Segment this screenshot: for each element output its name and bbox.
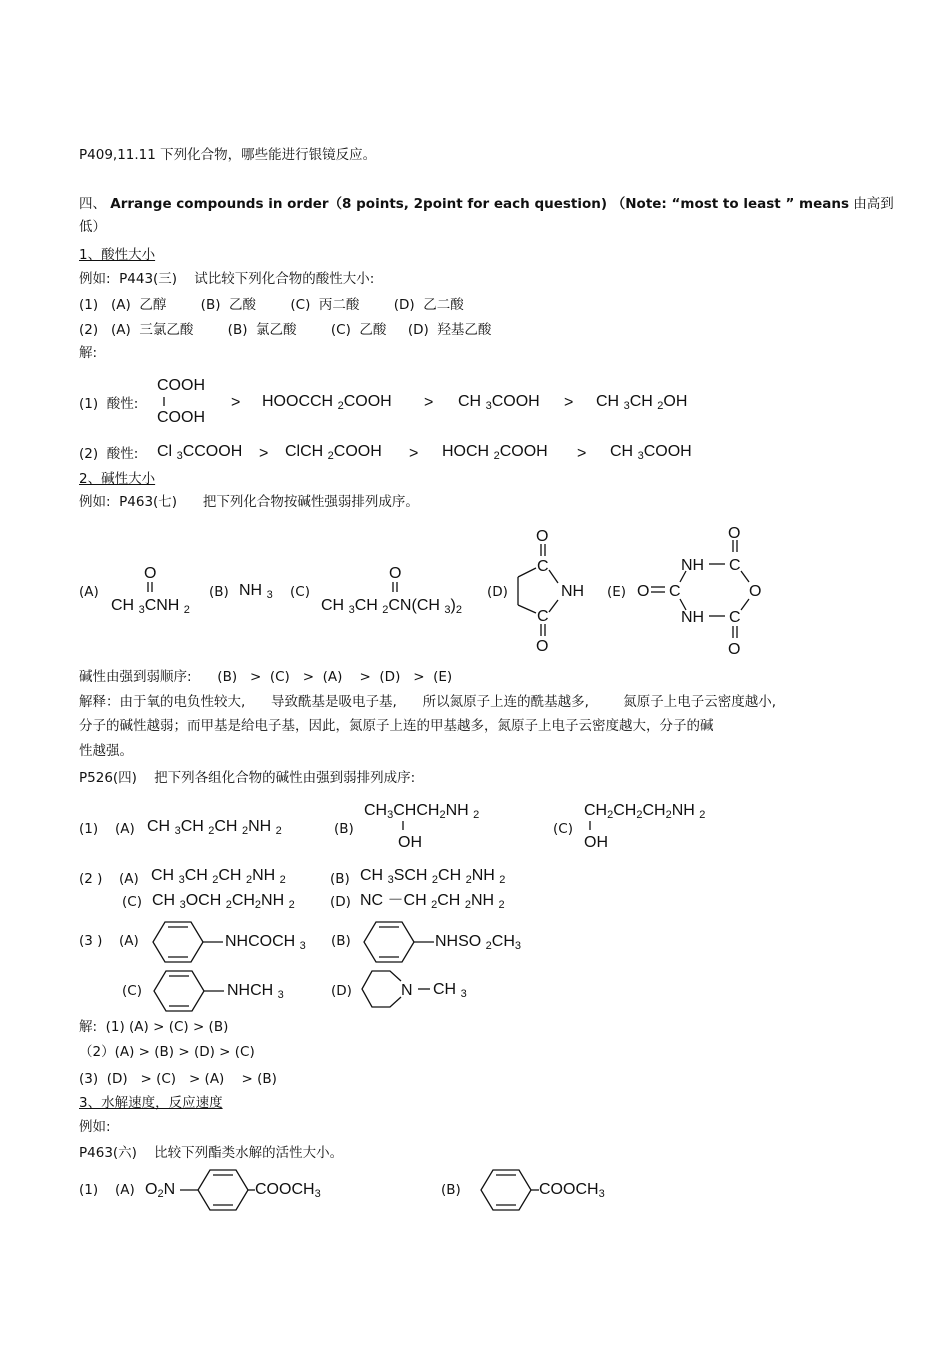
label-c: (C): [122, 894, 142, 910]
formula-chloroacetic-acid: ClCH $_2$COOH: [285, 443, 382, 462]
label-b: (B): [330, 871, 350, 887]
piperidine-ring-icon: [362, 971, 430, 1007]
formula-acetanilide-substituent: NHCOCH $_3$: [225, 933, 306, 952]
question-p463: P463(六) 比较下列酯类水解的活性大小。: [79, 1145, 344, 1161]
formula-propylamine: CH $_3$CH $_2$CH $_2$NH $_2$: [147, 818, 282, 837]
greater-than: >: [564, 394, 574, 411]
formula-ethanol: CH $_3$CH $_2$OH: [596, 393, 688, 412]
explanation-line-3: 性越强。: [79, 743, 133, 759]
carbonyl-oxygen: O: [144, 565, 157, 582]
heading-hydrolysis: 3、水解速度，反应速度: [79, 1095, 223, 1111]
label-d: (D): [487, 584, 508, 600]
example-p463: 例如: P463(七) 把下列化合物按碱性强弱排列成序。: [79, 494, 419, 510]
ring-atom-o: O: [728, 525, 741, 542]
answer-2: （2）(A) > (B) > (D) > (C): [79, 1044, 255, 1060]
ring-atom-nh: NH: [681, 557, 705, 574]
label-c: (C): [290, 584, 310, 600]
hydroxyl-group: OH: [584, 834, 608, 851]
formula-propylamine: CH $_3$CH $_2$CH $_2$NH $_2$: [151, 867, 286, 886]
label-1: (1): [79, 821, 99, 837]
ring-atom-n: N: [401, 982, 413, 999]
hydroxyl-group: OH: [398, 834, 422, 851]
benzene-ring-icon: [481, 1170, 539, 1210]
greater-than: >: [231, 394, 241, 411]
label-c: (C): [553, 821, 573, 837]
label-b: (B): [209, 584, 229, 600]
question-p409: P409,11.11 下列化合物，哪些能进行银镜反应。: [79, 147, 377, 163]
ring-atom-o: O: [536, 528, 549, 545]
label-d: (D): [330, 894, 351, 910]
formula-methylthioethylamine: CH $_3$SCH $_2$CH $_2$NH $_2$: [360, 867, 506, 886]
ring-atom-c: C: [729, 557, 741, 574]
acidity-answer-2-label: (2) 酸性:: [79, 446, 139, 462]
ring-atom-o: O: [749, 583, 762, 600]
formula-1-amino-2-propanol: $CH_3CHCH_2NH$ $_2$: [364, 802, 480, 821]
formula-ester-substituent: $COOCH_3$: [255, 1181, 321, 1200]
ring-atom-c: C: [669, 583, 681, 600]
formula-n-methyl-substituent: CH $_3$: [433, 981, 467, 1000]
formula-n-dimethylpropanamide: CH $_3$CH $_2$CN(CH $_3)_2$: [321, 597, 462, 616]
formula-3-amino-1-propanol: $CH_2CH_2CH_2NH$ $_2$: [584, 802, 706, 821]
formula-acetic-acid: CH $_3$COOH: [458, 393, 540, 412]
label-1: (1): [79, 1182, 99, 1198]
answer-1: 解: (1) (A) > (C) > (B): [79, 1019, 229, 1035]
example-p443: 例如: P443(三) 试比较下列化合物的酸性大小:: [79, 271, 375, 287]
label-d: (D): [331, 983, 352, 999]
formula-sulfonanilide-substituent: NHSO $_2CH_3$: [435, 933, 522, 952]
label-a: (A): [115, 821, 135, 837]
ring-atom-o: O: [637, 583, 650, 600]
basicity-order: 碱性由强到弱顺序: (B) > (C) > (A) > (D) > (E): [79, 669, 453, 685]
label-a: (A): [119, 933, 139, 949]
label-c: (C): [122, 983, 142, 999]
ring-atom-nh: NH: [681, 609, 705, 626]
section-4-instruction: Arrange compounds in order（8 points, 2point for each question) （Note: “most to least ” means: [110, 196, 849, 212]
greater-than: >: [409, 445, 419, 462]
label-b: (B): [441, 1182, 461, 1198]
ring-atom-o: O: [728, 641, 741, 658]
formula-oxalic-acid-top: COOH: [157, 377, 205, 394]
formula-cyanoethylamine: NC －CH $_2$CH $_2$NH $_2$: [360, 892, 505, 911]
formula-glycolic-acid: HOCH $_2$COOH: [442, 443, 548, 462]
ring-atom-c: C: [729, 609, 741, 626]
example-label: 例如:: [79, 1119, 111, 1135]
formula-trichloroacetic-acid: Cl $_3$CCOOH: [157, 443, 243, 462]
explanation-line-1: 解释：由于氧的电负性较大, 导致酰基是吸电子基, 所以氮原子上连的酰基越多, 氮原子上电子云密度越小,: [79, 694, 776, 710]
section-4-prefix: 四、: [79, 196, 111, 212]
explanation-line-2: 分子的碱性越弱；而甲基是给电子基，因此，氮原子上连的甲基越多，氮原子上电子云密度越大，分子的碱: [79, 718, 714, 734]
greater-than: >: [259, 445, 269, 462]
formula-ester-substituent: $COOCH_3$: [539, 1181, 605, 1200]
formula-oxalic-acid-bottom: COOH: [157, 409, 205, 426]
answer-3: (3) (D) > (C) > (A) > (B): [79, 1071, 277, 1087]
ring-atom-nh: NH: [561, 583, 585, 600]
ring-atom-c: C: [537, 608, 549, 625]
label-b: (B): [334, 821, 354, 837]
label-a: (A): [115, 1182, 135, 1198]
greater-than: >: [577, 445, 587, 462]
carbonyl-oxygen: O: [389, 565, 402, 582]
greater-than: >: [424, 394, 434, 411]
benzene-ring-icon: [364, 922, 434, 962]
benzene-ring-icon: [154, 971, 224, 1011]
section-4-tail: 由高到: [849, 196, 894, 212]
heading-acidity: 1、酸性大小: [79, 247, 156, 263]
acidity-answer-1-label: (1) 酸性:: [79, 396, 139, 412]
solution-label: 解:: [79, 345, 98, 361]
label-b: (B): [331, 933, 351, 949]
label-e: (E): [607, 584, 627, 600]
benzene-ring-icon: [153, 922, 223, 962]
label-a: (A): [119, 871, 139, 887]
formula-nitro-substituent: $O_2N$: [145, 1181, 176, 1200]
formula-malonic-acid: HOOCCH $_2$COOH: [262, 393, 392, 412]
acidity-problem-1: (1) (A) 乙醇 (B) 乙酸 (C) 丙二酸 (D) 乙二酸: [79, 297, 464, 313]
label-2: (2 ): [79, 871, 103, 887]
heading-basicity: 2、碱性大小: [79, 471, 156, 487]
label-3: (3 ): [79, 933, 103, 949]
ring-atom-o: O: [536, 638, 549, 655]
section-4-title-cont: 低）: [79, 219, 106, 235]
question-p526: P526(四) 把下列各组化合物的碱性由强到弱排列成序:: [79, 770, 416, 786]
acidity-problem-2: (2) (A) 三氯乙酸 (B) 氯乙酸 (C) 乙酸 (D) 羟基乙酸: [79, 322, 492, 338]
formula-n-methylaniline-substituent: NHCH $_3$: [227, 982, 284, 1001]
formula-acetic-acid: CH $_3$COOH: [610, 443, 692, 462]
benzene-ring-icon: [180, 1170, 255, 1210]
formula-methoxyethylamine: CH $_3$OCH $_2CH_2NH$ $_2$: [152, 892, 295, 911]
ring-atom-c: C: [537, 558, 549, 575]
formula-acetamide: CH $_3$CNH $_2$: [111, 597, 190, 616]
formula-ammonia: NH $_3$: [239, 582, 273, 601]
label-a: (A): [79, 584, 99, 600]
